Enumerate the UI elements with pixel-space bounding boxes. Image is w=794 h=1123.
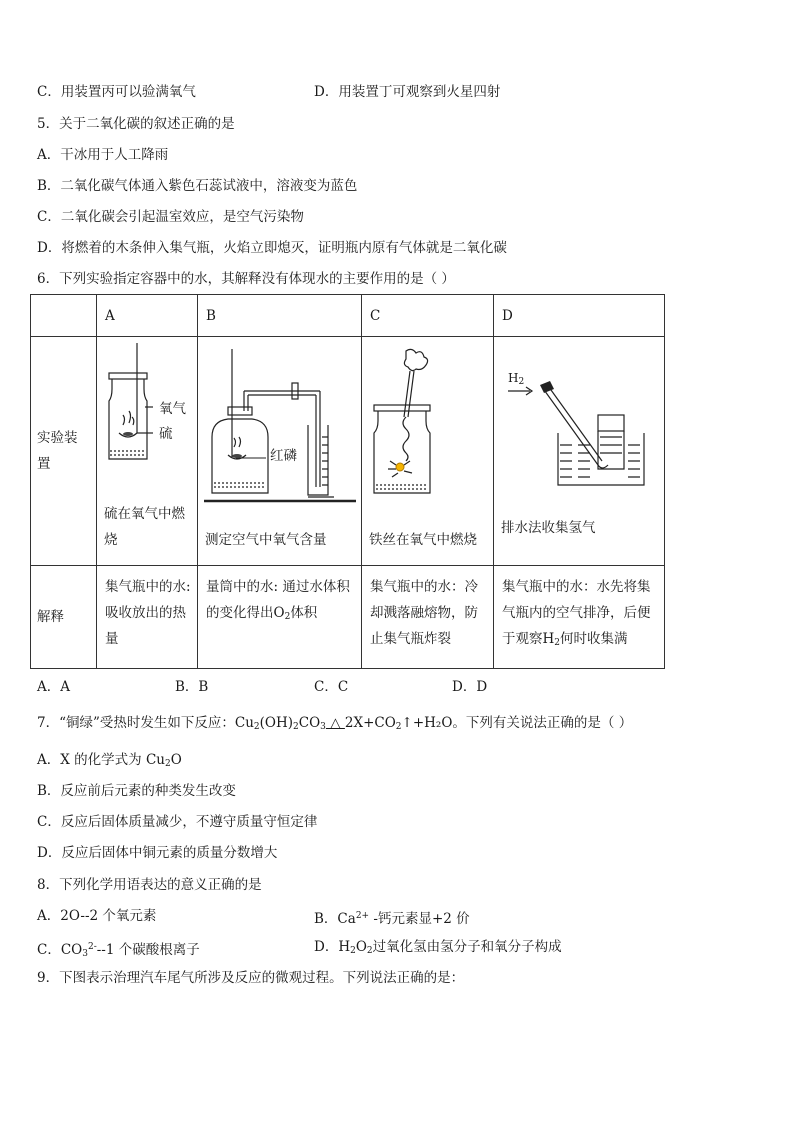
label-sulfur: 硫 [159,426,173,442]
q8-option-d: D．$H_2O_2$过氧化氢由氢分子和氧分子构成 [314,939,562,956]
caption-b: 测定空气中氧气含量 [205,532,327,548]
q6-cell-a-figure [97,337,198,566]
q6-header-row [31,295,665,337]
q5-option-d: D．将燃着的木条伸入集气瓶，火焰立即熄灭，证明瓶内原有气体就是二氧化碳 [37,240,507,256]
q9-stem: 9．下图表示治理汽车尾气所涉及反应的微观过程。下列说法正确的是： [37,970,465,986]
caption-c: 铁丝在氧气中燃烧 [369,532,477,548]
q8-stem: 8．下列化学用语表达的意义正确的是 [37,877,262,893]
q7-option-c: C．反应后固体质量减少，不遵守质量守恒定律 [37,814,318,830]
q6-header-empty [31,295,97,337]
q6-option-a: A．A [37,679,70,695]
q6-row-label-setup: 实验装置 [31,337,97,566]
q5-option-c: C．二氧化碳会引起温室效应，是空气污染物 [37,209,304,225]
q6-header-d: D [494,295,665,337]
q6-row-label-explain: 解释 [31,566,97,669]
caption-a: 硫在氧气中燃烧 [104,506,185,548]
q6-explain-c: 集气瓶中的水：冷却溅落融熔物，防止集气瓶炸裂 [362,566,494,669]
q6-table [30,294,665,669]
q6-cell-d-figure [494,337,665,566]
q5-stem: 5．关于二氧化碳的叙述正确的是 [37,116,235,132]
q8-option-c: C．$CO_3^{2-}--1$ 个碳酸根离子 [37,942,200,959]
q7-stem: 7．“铜绿”受热时发生如下反应：$Cu_2(OH)_2CO_3$ △ $2X+CO_2↑+H_2O$。下列有关说法正确的是（ ） [37,715,633,732]
q7-option-d: D．反应后固体中铜元素的质量分数增大 [37,845,278,861]
label-h2: $H_2$ [508,371,525,387]
label-oxygen: 氧气 [159,401,186,417]
q6-cell-c-figure [362,337,494,566]
q7-option-b: B．反应前后元素的种类发生改变 [37,783,236,799]
q6-option-d: D．D [452,679,488,695]
q6-option-b: B．B [175,679,209,695]
q4-option-c: C．用装置丙可以验满氧气 [37,84,196,100]
q8-option-b: B．$Ca^{2+}$ -钙元素显+2 价 [314,911,470,927]
q6-header-a: A [97,295,198,337]
q4-option-d: D．用装置丁可观察到火星四射 [314,84,501,100]
q6-cell-b-figure [198,337,362,566]
label-red-phosphorus: 红磷 [270,448,297,464]
q6-header-b: B [198,295,362,337]
q5-option-b: B．二氧化碳气体通入紫色石蕊试液中，溶液变为蓝色 [37,178,358,194]
q6-explain-b: 量筒中的水: 通过水体积的变化得出$O_2$体积 [198,566,362,669]
q5-option-a: A．干冰用于人工降雨 [37,147,169,163]
q6-setup-row [31,337,665,566]
q6-stem: 6．下列实验指定容器中的水，其解释没有体现水的主要作用的是（ ） [37,271,455,287]
q6-option-c: C．C [314,679,349,695]
q6-header-c: C [362,295,494,337]
q7-option-a: A．X 的化学式为 $Cu_2O$ [37,752,182,769]
q6-explain-d: 集气瓶中的水：水先将集气瓶内的空气排净，后便于观察$H_2$何时收集满 [494,566,665,669]
q6-explain-row [31,566,665,669]
q6-explain-a: 集气瓶中的水:吸收放出的热量 [97,566,198,669]
caption-d: 排水法收集氢气 [501,520,596,536]
q8-option-a: A．2O--2 个氧元素 [37,908,157,924]
